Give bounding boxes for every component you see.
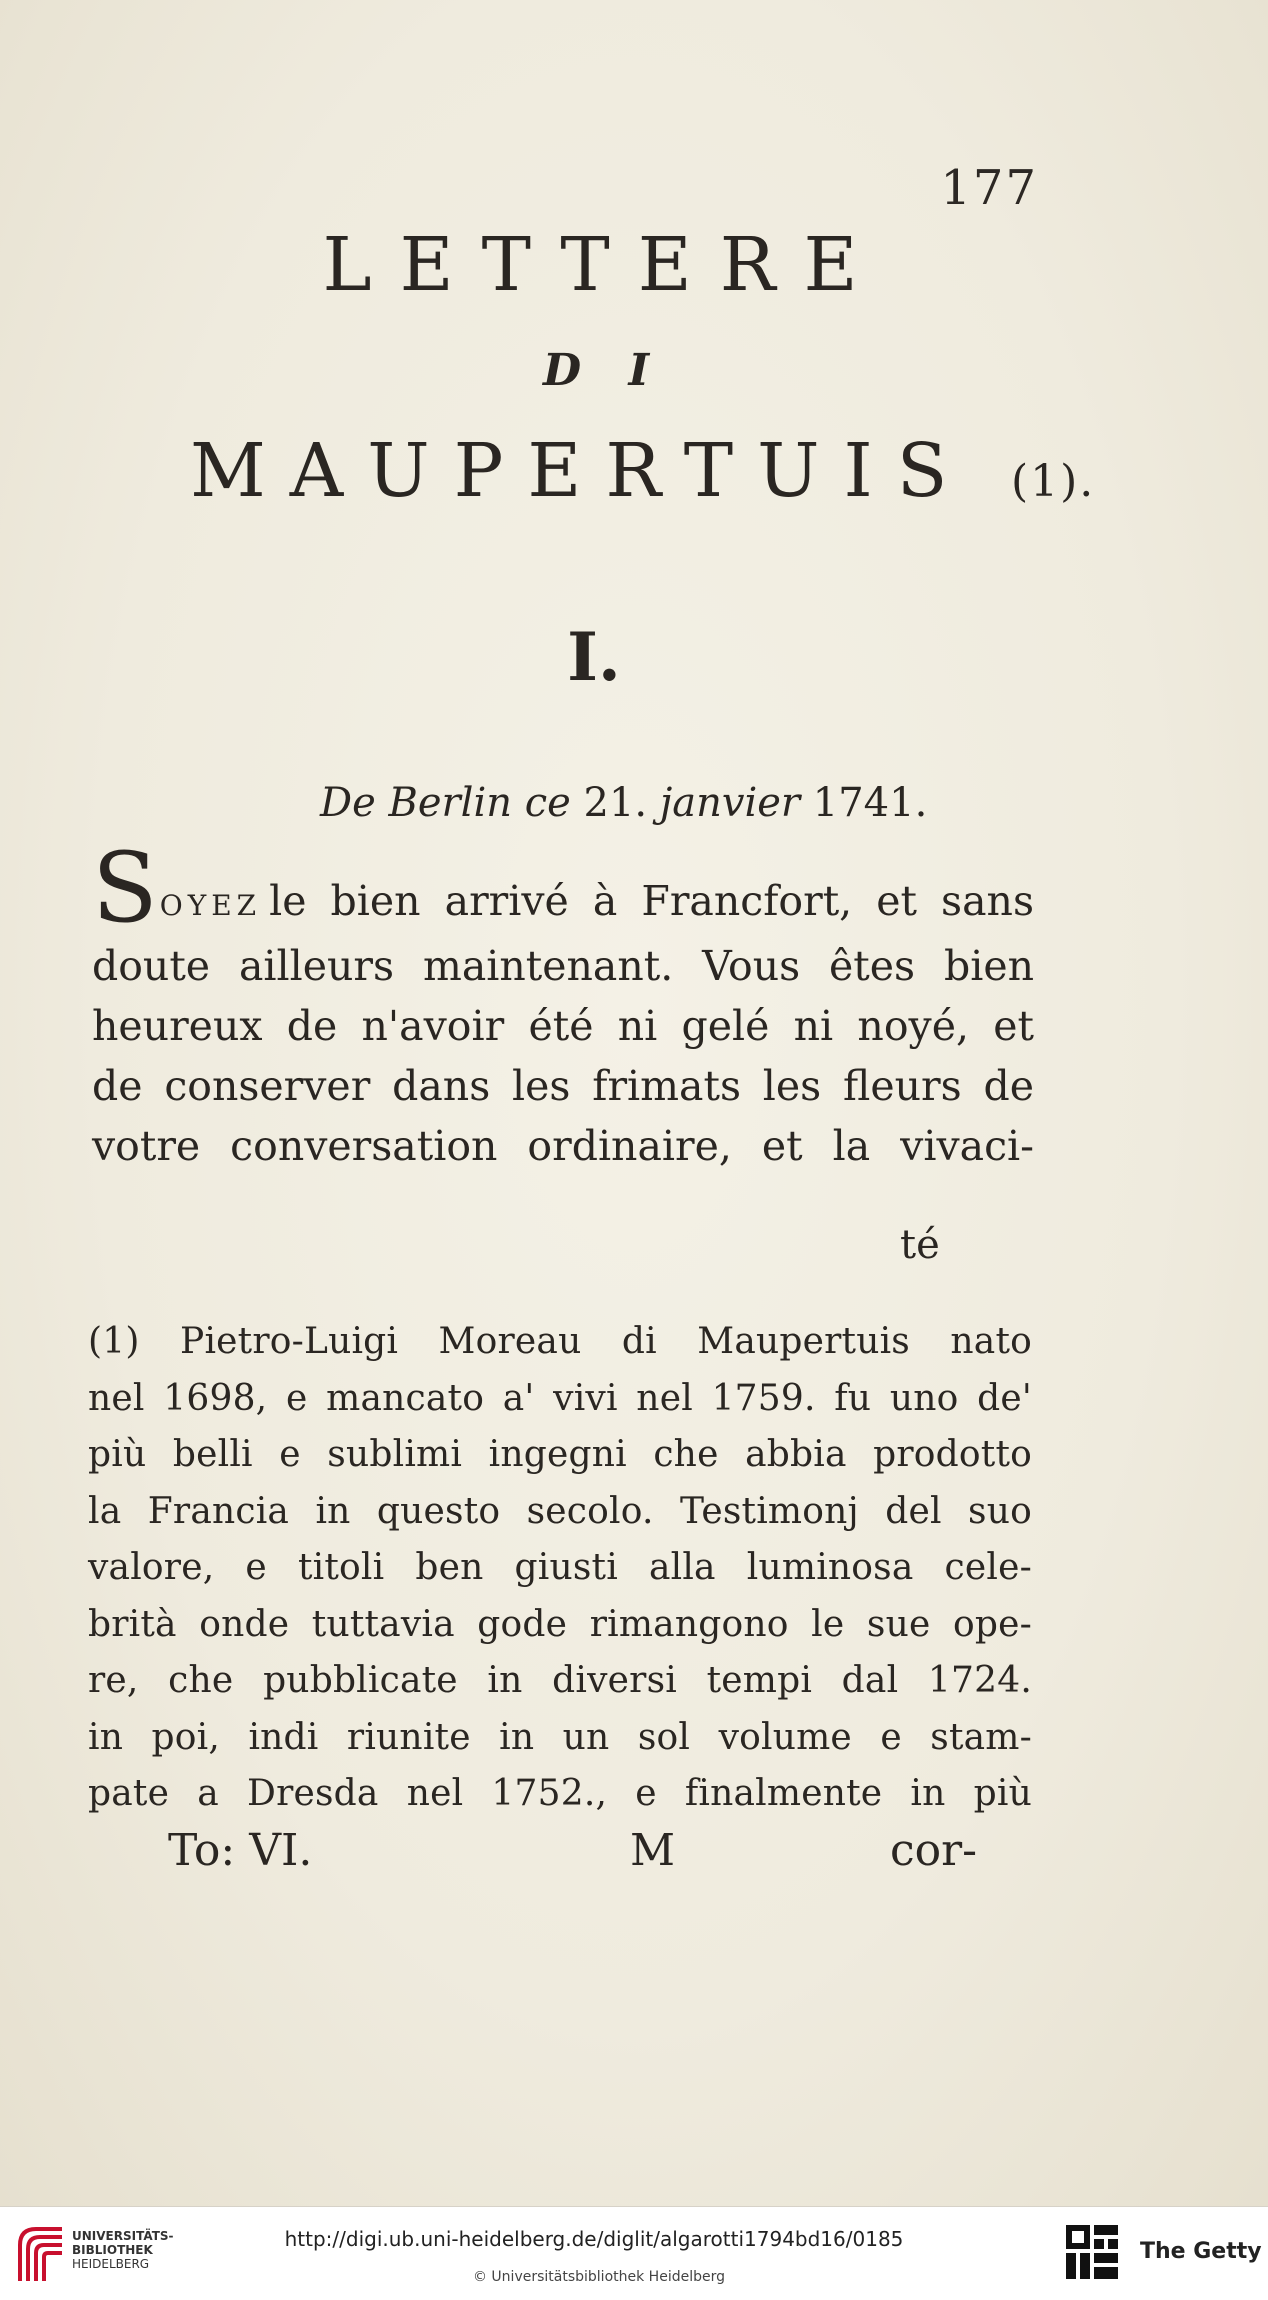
- library-name-line-3: HEIDELBERG: [72, 2257, 150, 2271]
- body-line-1: [92, 832, 1034, 944]
- footnote-line-9: pate a Dresda nel 1752., e finalmente in più: [88, 1773, 1032, 1814]
- footnote-line-4: la Francia in questo secolo. Testimonj del suo: [88, 1490, 1032, 1532]
- footnote-line-8: in poi, indi riunite in un sol volume e stam-: [88, 1716, 1032, 1758]
- drop-cap: S: [92, 832, 158, 944]
- title-footnote-ref: (1).: [1010, 456, 1096, 507]
- footnote-line-2: nel 1698, e mancato a' vivi nel 1759. fu uno de': [88, 1377, 1032, 1419]
- permalink-url[interactable]: http://digi.ub.uni-heidelberg.de/diglit/algarotti1794bd16/0185: [284, 2227, 904, 2251]
- body-line-5: votre conversation ordinaire, et la vivaci-: [92, 1122, 1034, 1170]
- partner-name: The Getty: [1140, 2239, 1262, 2264]
- library-name-line-2: BIBLIOTHEK: [72, 2243, 153, 2257]
- dateline-connector: ce: [524, 780, 571, 826]
- body-line-1-text: le bien arrivé à Francfort, et sans: [269, 877, 1034, 925]
- page-catchword: cor-: [890, 1825, 978, 1876]
- body-line-3: heureux de n'avoir été ni gelé ni noyé, et: [92, 1002, 1034, 1050]
- dateline-day: 21.: [583, 780, 648, 826]
- page-number: 177: [940, 160, 1038, 216]
- dateline-place: De Berlin: [320, 780, 512, 826]
- small-caps-word: OYEZ: [159, 889, 262, 922]
- footnote: [88, 1314, 1032, 1823]
- title-line-di: D I: [542, 345, 666, 396]
- getty-logo-icon[interactable]: [1064, 2223, 1120, 2283]
- viewer-footer: [0, 2206, 1268, 2300]
- dateline-month: janvier: [659, 780, 801, 826]
- footnote-line-3: più belli e sublimi ingegni che abbia prodotto: [88, 1434, 1032, 1475]
- footnote-line-1: (1) Pietro-Luigi Moreau di Maupertuis nato: [88, 1321, 1032, 1362]
- body-line-4: de conserver dans les frimats les fleurs de: [92, 1062, 1034, 1110]
- footnote-line-6: brità onde tuttavia gode rimangono le sue ope-: [88, 1603, 1032, 1645]
- section-numeral: I.: [567, 618, 621, 696]
- dateline: [320, 780, 927, 826]
- title-line-author: [190, 428, 1095, 514]
- library-name-line-1: UNIVERSITÄTS-: [72, 2229, 174, 2243]
- title-line-lettere: LETTERE: [322, 222, 886, 308]
- title-author-name: MAUPERTUIS: [190, 428, 972, 514]
- letter-body: [92, 832, 1034, 1176]
- body-line-2: doute ailleurs maintenant. Vous êtes bien: [92, 942, 1034, 990]
- copyright-notice: © Universitätsbibliothek Heidelberg: [472, 2269, 725, 2285]
- gathering-mark: M: [630, 1825, 676, 1876]
- footnote-line-5: valore, e titoli ben giusti alla luminosa cele-: [88, 1547, 1032, 1588]
- volume-signature: To: VI.: [168, 1825, 313, 1876]
- dateline-year: 1741.: [812, 780, 928, 826]
- body-catchword: té: [900, 1222, 940, 1268]
- footnote-line-7: re, che pubblicate in diversi tempi dal 1724.: [88, 1660, 1032, 1701]
